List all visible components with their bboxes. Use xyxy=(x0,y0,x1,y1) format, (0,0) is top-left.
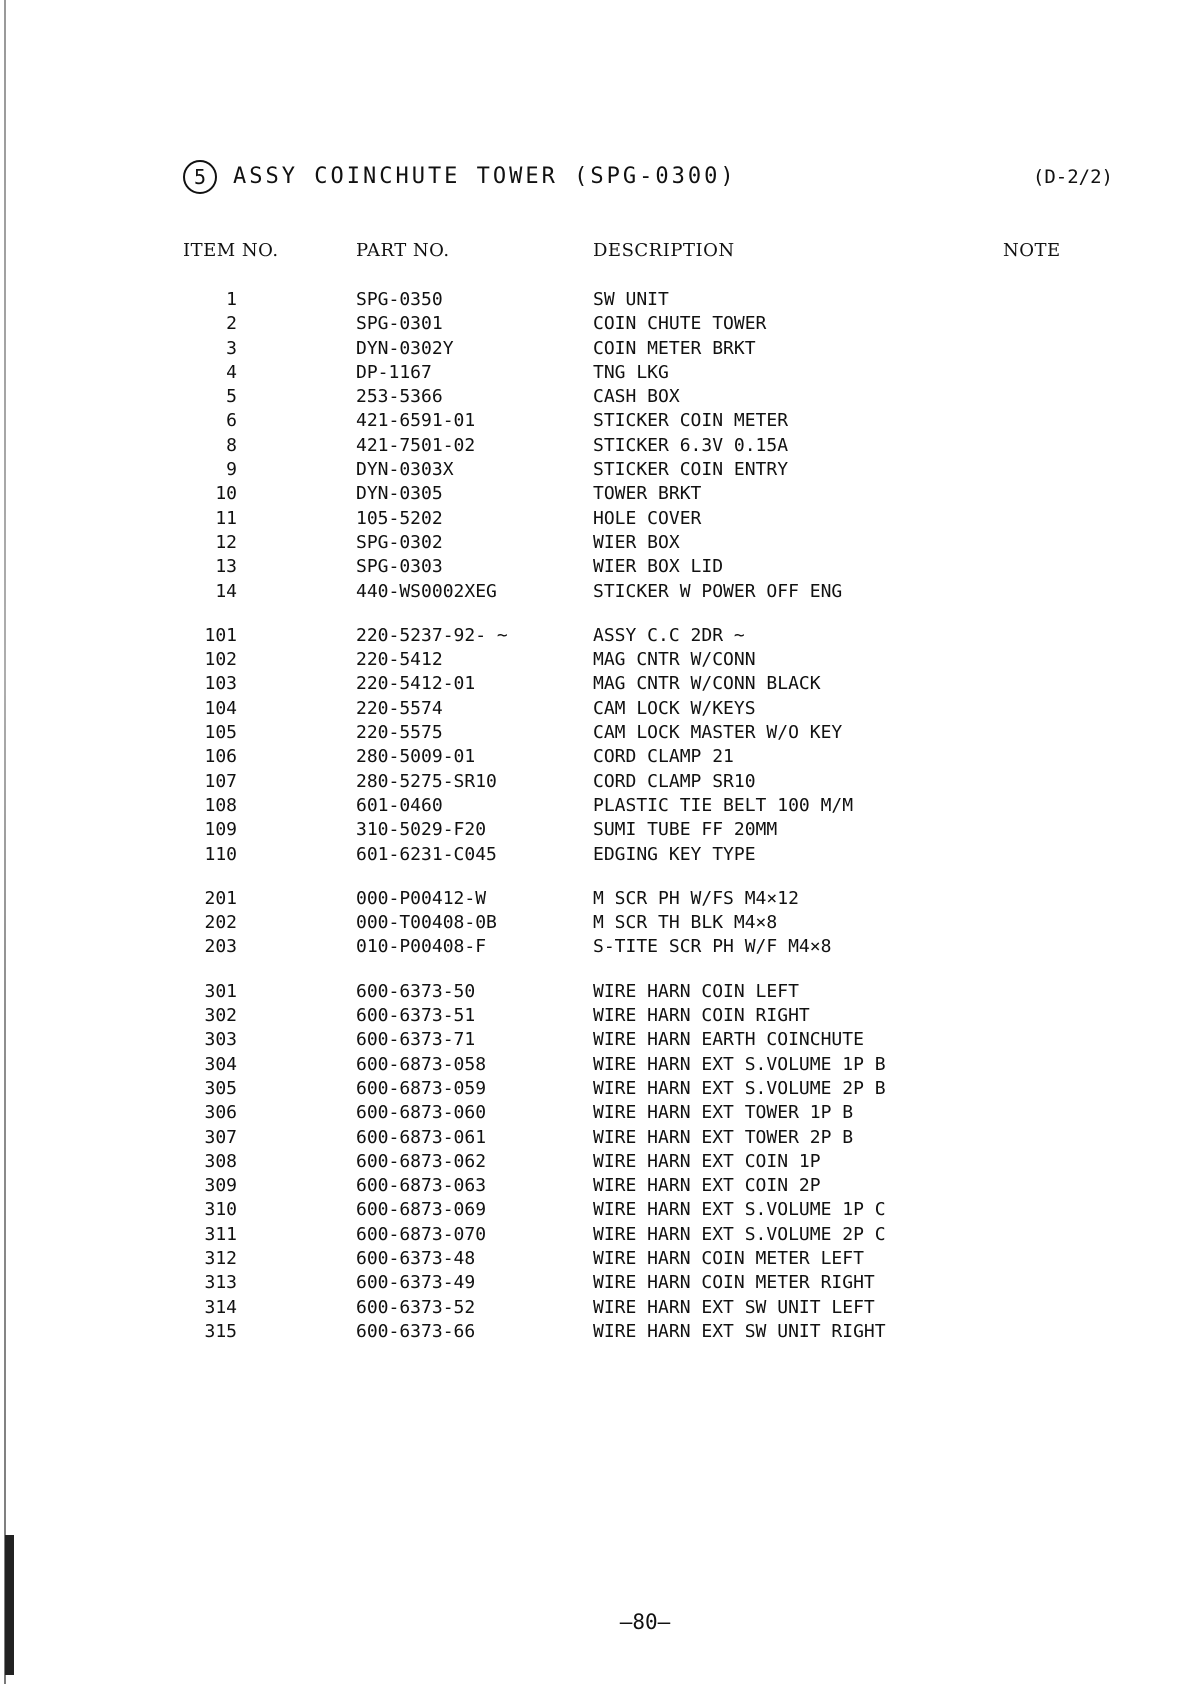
part-description: WIRE HARN COIN METER LEFT xyxy=(593,1247,864,1269)
table-row xyxy=(183,697,1083,721)
part-description: COIN CHUTE TOWER xyxy=(593,313,767,335)
table-row xyxy=(183,818,1083,842)
table-row xyxy=(183,1174,1083,1198)
part-number: 280-5275-SR10 xyxy=(356,770,497,792)
part-description: WIER BOX xyxy=(593,531,680,553)
part-number: DYN-0303X xyxy=(356,459,454,481)
part-number: 600-6373-71 xyxy=(356,1029,476,1051)
part-number: 600-6873-060 xyxy=(356,1102,487,1124)
part-number: 253-5366 xyxy=(356,386,443,408)
table-row xyxy=(183,1077,1083,1101)
item-number: 6 xyxy=(226,410,237,432)
table-row xyxy=(183,1126,1083,1150)
table-row xyxy=(183,794,1083,818)
part-description: CAM LOCK W/KEYS xyxy=(593,697,756,719)
item-number: 4 xyxy=(226,361,237,383)
part-description: WIRE HARN COIN RIGHT xyxy=(593,1005,810,1027)
part-description: PLASTIC TIE BELT 100 M/M xyxy=(593,794,854,816)
part-number: 220-5574 xyxy=(356,697,443,719)
part-number: 600-6873-062 xyxy=(356,1150,487,1172)
column-header-item-no: ITEM NO. xyxy=(183,240,279,261)
item-number: 103 xyxy=(204,673,237,695)
part-number: 600-6873-063 xyxy=(356,1175,487,1197)
item-number: 110 xyxy=(204,843,237,865)
item-number: 310 xyxy=(204,1199,237,1221)
table-row xyxy=(183,1028,1083,1052)
part-number: SPG-0302 xyxy=(356,531,443,553)
part-number: SPG-0350 xyxy=(356,289,443,310)
table-row xyxy=(183,624,1083,648)
section-number-badge: 5 xyxy=(183,160,217,194)
part-number: 600-6373-49 xyxy=(356,1272,476,1294)
table-row xyxy=(183,911,1083,935)
item-number: 306 xyxy=(204,1102,237,1124)
table-row xyxy=(183,337,1083,361)
table-row xyxy=(183,1198,1083,1222)
part-number: DYN-0302Y xyxy=(356,337,454,359)
item-number: 13 xyxy=(215,556,237,578)
part-number: 601-0460 xyxy=(356,794,443,816)
part-description: TNG LKG xyxy=(593,361,669,383)
part-number: 010-P00408-F xyxy=(356,936,487,958)
table-row xyxy=(183,580,1083,604)
table-row xyxy=(183,409,1083,433)
item-number: 3 xyxy=(226,337,237,359)
part-description: SW UNIT xyxy=(593,289,669,310)
item-number: 301 xyxy=(204,980,237,1002)
part-description: CASH BOX xyxy=(593,386,680,408)
section-title: ASSY COINCHUTE TOWER (SPG-0300) xyxy=(233,164,737,189)
column-header-note: NOTE xyxy=(1003,240,1061,261)
item-number: 9 xyxy=(226,459,237,481)
part-number: 000-T00408-0B xyxy=(356,912,497,934)
part-number: 220-5237-92- ~ xyxy=(356,624,508,646)
page-number: —80— xyxy=(619,1610,671,1634)
table-row xyxy=(183,843,1083,867)
part-description: STICKER 6.3V 0.15A xyxy=(593,434,789,456)
part-description: WIRE HARN EARTH COINCHUTE xyxy=(593,1029,864,1051)
parts-list xyxy=(183,288,1083,1344)
part-number: 600-6373-66 xyxy=(356,1320,476,1342)
part-description: WIRE HARN COIN LEFT xyxy=(593,980,799,1002)
part-number: 600-6373-48 xyxy=(356,1247,476,1269)
table-row xyxy=(183,507,1083,531)
table-row xyxy=(183,288,1083,312)
part-description: HOLE COVER xyxy=(593,507,702,529)
part-description: WIRE HARN EXT S.VOLUME 2P B xyxy=(593,1077,886,1099)
item-number: 313 xyxy=(204,1272,237,1294)
table-row xyxy=(183,434,1083,458)
table-row xyxy=(183,312,1083,336)
table-row xyxy=(183,1296,1083,1320)
item-number: 309 xyxy=(204,1175,237,1197)
item-number: 8 xyxy=(226,434,237,456)
item-number: 304 xyxy=(204,1053,237,1075)
part-description: WIRE HARN COIN METER RIGHT xyxy=(593,1272,875,1294)
part-description: CORD CLAMP 21 xyxy=(593,746,734,768)
part-number: 600-6873-069 xyxy=(356,1199,487,1221)
part-description: M SCR PH W/FS M4×12 xyxy=(593,887,799,909)
part-description: S-TITE SCR PH W/F M4×8 xyxy=(593,936,832,958)
part-number: DP-1167 xyxy=(356,361,432,383)
item-number: 10 xyxy=(215,483,237,505)
part-number: 421-7501-02 xyxy=(356,434,476,456)
part-number: 310-5029-F20 xyxy=(356,819,487,841)
table-row xyxy=(183,1223,1083,1247)
item-number: 315 xyxy=(204,1320,237,1342)
table-row xyxy=(183,980,1083,1004)
part-number: 220-5575 xyxy=(356,722,443,744)
page-code: (D-2/2) xyxy=(1032,166,1113,188)
part-number: 600-6873-070 xyxy=(356,1223,487,1245)
table-row xyxy=(183,1271,1083,1295)
part-number: 600-6373-51 xyxy=(356,1005,476,1027)
table-row xyxy=(183,482,1083,506)
part-description: WIRE HARN EXT S.VOLUME 1P B xyxy=(593,1053,886,1075)
part-number: 421-6591-01 xyxy=(356,410,476,432)
part-number: 600-6873-058 xyxy=(356,1053,487,1075)
item-number: 303 xyxy=(204,1029,237,1051)
part-description: CAM LOCK MASTER W/O KEY xyxy=(593,722,843,744)
part-description: MAG CNTR W/CONN xyxy=(593,649,756,671)
part-description: STICKER COIN METER xyxy=(593,410,789,432)
part-description: WIRE HARN EXT TOWER 2P B xyxy=(593,1126,854,1148)
part-number: 440-WS0002XEG xyxy=(356,580,497,602)
table-row xyxy=(183,672,1083,696)
table-row xyxy=(183,1150,1083,1174)
item-number: 105 xyxy=(204,722,237,744)
part-description: STICKER W POWER OFF ENG xyxy=(593,580,843,602)
table-row xyxy=(183,385,1083,409)
table-row xyxy=(183,770,1083,794)
part-number: DYN-0305 xyxy=(356,483,443,505)
item-number: 5 xyxy=(226,386,237,408)
scan-edge-mark xyxy=(5,1535,14,1675)
item-number: 307 xyxy=(204,1126,237,1148)
table-row xyxy=(183,458,1083,482)
part-description: TOWER BRKT xyxy=(593,483,702,505)
table-row xyxy=(183,721,1083,745)
item-number: 1 xyxy=(226,289,237,310)
item-number: 302 xyxy=(204,1005,237,1027)
section-header xyxy=(183,160,1113,196)
part-description: COIN METER BRKT xyxy=(593,337,756,359)
part-description: WIRE HARN EXT S.VOLUME 1P C xyxy=(593,1199,886,1221)
part-number: 601-6231-C045 xyxy=(356,843,497,865)
part-number: 000-P00412-W xyxy=(356,887,487,909)
item-number: 305 xyxy=(204,1077,237,1099)
table-row xyxy=(183,935,1083,959)
table-row xyxy=(183,361,1083,385)
table-row xyxy=(183,1320,1083,1344)
part-number: 600-6373-52 xyxy=(356,1296,476,1318)
part-number: 600-6873-061 xyxy=(356,1126,487,1148)
column-header-description: DESCRIPTION xyxy=(593,240,735,261)
item-number: 11 xyxy=(215,507,237,529)
item-number: 14 xyxy=(215,580,237,602)
item-number: 2 xyxy=(226,313,237,335)
item-number: 311 xyxy=(204,1223,237,1245)
table-row xyxy=(183,887,1083,911)
item-number: 101 xyxy=(204,624,237,646)
item-number: 308 xyxy=(204,1150,237,1172)
part-description: WIRE HARN EXT TOWER 1P B xyxy=(593,1102,854,1124)
part-description: CORD CLAMP SR10 xyxy=(593,770,756,792)
table-row xyxy=(183,648,1083,672)
table-row xyxy=(183,1247,1083,1271)
item-number: 203 xyxy=(204,936,237,958)
table-row xyxy=(183,745,1083,769)
item-number: 106 xyxy=(204,746,237,768)
part-description: EDGING KEY TYPE xyxy=(593,843,756,865)
item-number: 314 xyxy=(204,1296,237,1318)
table-row xyxy=(183,531,1083,555)
item-number: 12 xyxy=(215,531,237,553)
item-number: 109 xyxy=(204,819,237,841)
table-row xyxy=(183,1004,1083,1028)
table-row xyxy=(183,1101,1083,1125)
part-description: STICKER COIN ENTRY xyxy=(593,459,789,481)
column-header-part-no: PART NO. xyxy=(356,240,450,261)
part-number: 600-6873-059 xyxy=(356,1077,487,1099)
part-number: 220-5412 xyxy=(356,649,443,671)
part-number: 600-6373-50 xyxy=(356,980,476,1002)
part-description: WIRE HARN EXT SW UNIT RIGHT xyxy=(593,1320,886,1342)
item-number: 102 xyxy=(204,649,237,671)
part-number: SPG-0301 xyxy=(356,313,443,335)
part-description: M SCR TH BLK M4×8 xyxy=(593,912,778,934)
part-description: MAG CNTR W/CONN BLACK xyxy=(593,673,821,695)
scan-edge-line xyxy=(4,0,6,1684)
item-number: 107 xyxy=(204,770,237,792)
item-number: 202 xyxy=(204,912,237,934)
part-description: WIRE HARN EXT COIN 1P xyxy=(593,1150,821,1172)
part-number: 220-5412-01 xyxy=(356,673,476,695)
item-number: 201 xyxy=(204,887,237,909)
item-number: 104 xyxy=(204,697,237,719)
part-description: WIER BOX LID xyxy=(593,556,724,578)
part-description: SUMI TUBE FF 20MM xyxy=(593,819,778,841)
part-number: 280-5009-01 xyxy=(356,746,476,768)
item-number: 312 xyxy=(204,1247,237,1269)
part-number: SPG-0303 xyxy=(356,556,443,578)
item-number: 108 xyxy=(204,794,237,816)
part-description: WIRE HARN EXT SW UNIT LEFT xyxy=(593,1296,875,1318)
part-description: WIRE HARN EXT S.VOLUME 2P C xyxy=(593,1223,886,1245)
part-number: 105-5202 xyxy=(356,507,443,529)
part-description: ASSY C.C 2DR ~ xyxy=(593,624,745,646)
table-row xyxy=(183,1053,1083,1077)
part-description: WIRE HARN EXT COIN 2P xyxy=(593,1175,821,1197)
table-row xyxy=(183,555,1083,579)
